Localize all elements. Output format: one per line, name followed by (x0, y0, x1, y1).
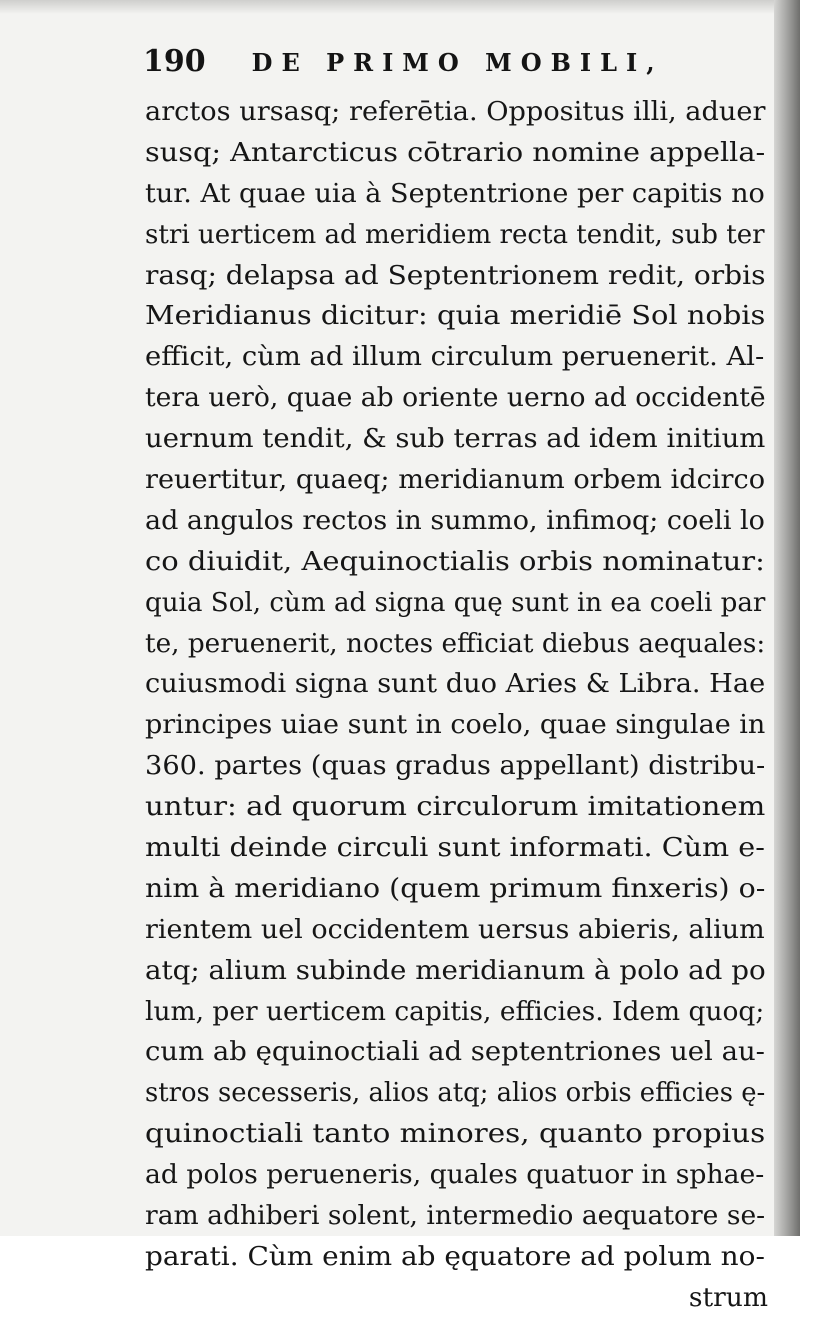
catchword: strum (688, 1281, 768, 1313)
text-line: reuertitur, quaeq; meridianum orbem idcirco (145, 464, 766, 496)
body-text (145, 92, 770, 1319)
text-line: co diuidit, Aequinoctialis orbis nominatur: (145, 545, 765, 577)
running-title: DE PRIMO MOBILI, (251, 48, 664, 77)
text-line: Meridianus dicitur: quia meridiē Sol nobis (145, 300, 766, 332)
text-line: multi deinde circuli sunt informati. Cùm e- (145, 832, 765, 864)
text-line: arctos ursasq; referētia. Oppositus illi, aduer (145, 96, 766, 127)
text-line: quia Sol, cùm ad signa quę sunt in ea coeli par (145, 586, 766, 618)
text-line: parati. Cùm enim ab ęquatore ad polum no- (145, 1240, 765, 1272)
text-line: cuiusmodi signa sunt duo Aries & Libra. Hae (145, 668, 766, 700)
text-line: cum ab ęquinoctiali ad septentriones uel au- (145, 1036, 765, 1068)
text-line: efficit, cùm ad illum circulum peruenerit. Al- (145, 341, 765, 373)
text-line: principes uiae sunt in coelo, quae singulae in (145, 709, 766, 741)
text-line: stri uerticem ad meridiem recta tendit, sub ter (145, 218, 765, 250)
text-line: atq; alium subinde meridianum à polo ad po (145, 954, 766, 986)
text-line: rientem uel occidentem uersus abieris, alium (145, 913, 765, 945)
text-line: 360. partes (quas gradus appellant) distribu- (145, 750, 766, 782)
text-line: untur: ad quorum circulorum imitationem (145, 791, 766, 823)
text-line: nim à meridiano (quem primum finxeris) o- (145, 872, 766, 904)
page-number: 190 (143, 44, 206, 79)
text-line: rasq; delapsa ad Septentrionem redit, orbis (145, 259, 766, 291)
text-line: ad angulos rectos in summo, infimoq; coeli lo (145, 504, 765, 536)
text-line: te, peruenerit, noctes efficiat diebus aequales: (145, 627, 766, 659)
text-line: tera uerò, quae ab oriente uerno ad occidentē (145, 382, 766, 414)
text-line: uernum tendit, & sub terras ad idem initium (145, 423, 766, 455)
text-line: lum, per uerticem capitis, efficies. Idem quoq; (145, 995, 765, 1027)
text-line: ram adhiberi solent, intermedio aequatore se- (145, 1200, 766, 1232)
text-line: quinoctiali tanto minores, quanto propius (145, 1118, 766, 1150)
text-line: stros secesseris, alios atq; alios orbis efficies ę- (145, 1077, 766, 1109)
page-top-shadow (0, 0, 800, 14)
text-line: susq; Antarcticus cōtrario nomine appella- (145, 136, 766, 168)
text-line: ad polos perueneris, quales quatuor in sphae- (145, 1159, 765, 1191)
running-head (143, 44, 763, 88)
text-line: tur. At quae uia à Septentrione per capitis no (145, 177, 765, 209)
